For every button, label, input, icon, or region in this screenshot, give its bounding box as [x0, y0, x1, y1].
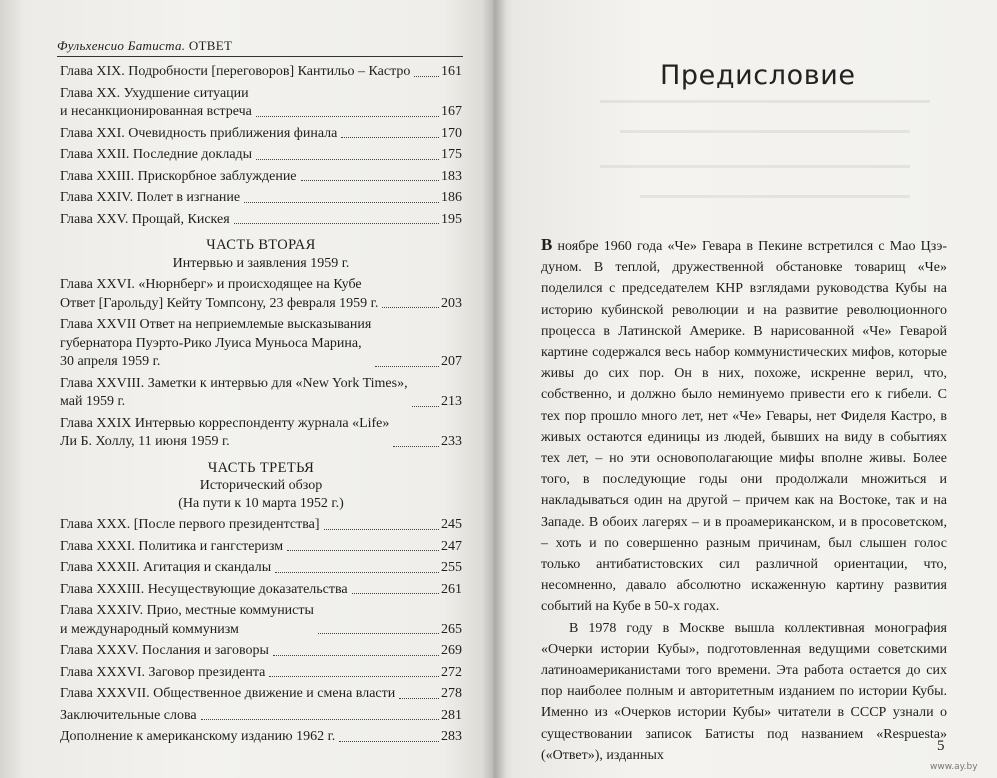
- toc-entry-page: 170: [441, 125, 462, 141]
- dot-leader: [269, 676, 439, 677]
- toc-entry-page: 195: [441, 211, 462, 227]
- toc-entry-page: 207: [441, 354, 462, 369]
- toc-entry: [60, 707, 462, 726]
- toc-entry-page: 213: [441, 394, 462, 409]
- toc-entry-page: 278: [441, 686, 462, 701]
- toc-entry-title: Глава XIX. Подробности [переговоров] Кантильо – Кастро: [60, 64, 411, 79]
- toc-entry-title: Глава XXIII. Прискорбное заблуждение: [60, 168, 297, 184]
- bleed-through-mark: [600, 100, 930, 103]
- dot-leader: [399, 698, 439, 699]
- toc-part1-list: [60, 63, 462, 229]
- bleed-through-mark: [620, 130, 910, 133]
- toc-entry-page: 245: [441, 517, 462, 532]
- dot-leader: [275, 572, 439, 573]
- toc-entry-title: Глава XXIX Интервью корреспонденту журнала «Life» Ли Б. Холлу, 11 июня 1959 г.: [60, 415, 390, 449]
- toc-entry-title: Глава XXXI. Политика и гангстеризм: [60, 538, 284, 554]
- toc-entry: [60, 516, 462, 535]
- part3-title: ЧАСТЬ ТРЕТЬЯ: [207, 459, 315, 476]
- toc-entry: [60, 728, 462, 747]
- toc-entry-title: Заключительные слова: [60, 707, 197, 723]
- toc-entry-title: Глава XXIV. Полет в изгнание: [60, 190, 241, 205]
- header-rule: [57, 56, 463, 57]
- dot-leader: [301, 180, 439, 181]
- running-head-author: Фульхенсио Батиста.: [57, 38, 186, 53]
- page-number: 5: [937, 738, 945, 754]
- paragraph-1: [541, 234, 947, 618]
- toc-entry-title: Глава XXXIV. Прио, местные коммунисты и международный коммунизм: [60, 603, 314, 637]
- dot-leader: [256, 116, 439, 117]
- toc-entry-page: 161: [441, 64, 462, 79]
- body-text: [541, 234, 947, 766]
- toc-entry-page: 281: [441, 707, 462, 723]
- toc-entry-page: 261: [441, 581, 462, 597]
- toc-entry-page: 175: [441, 147, 462, 162]
- toc-entry: [60, 602, 462, 639]
- part2-heading: [60, 237, 462, 272]
- toc-entry-page: 269: [441, 643, 462, 658]
- toc-entry-title: Глава XXVIII. Заметки к интервью для «New York Times», май 1959 г.: [60, 375, 408, 409]
- toc-entry-title: Глава XXVII Ответ на неприемлемые высказывания губернатора Пуэрто-Рико Луиса Муньоса Марина, 30 апреля 1959 г.: [60, 317, 372, 369]
- part2-title: ЧАСТЬ ВТОРАЯ: [206, 237, 316, 253]
- toc-entry: [60, 642, 462, 661]
- toc-entry-page: 283: [441, 729, 462, 744]
- dot-leader: [273, 655, 439, 656]
- toc-entry-page: 265: [441, 621, 462, 637]
- table-of-contents: [60, 63, 462, 750]
- toc-entry-page: 272: [441, 664, 462, 680]
- toc-entry: [60, 211, 462, 230]
- running-head: [57, 38, 232, 54]
- left-page: [0, 0, 493, 778]
- watermark: www.ay.by: [930, 762, 978, 772]
- toc-entry-title: Дополнение к американскому изданию 1962 г.: [60, 729, 336, 744]
- dot-leader: [412, 406, 439, 407]
- toc-part3-list: [60, 516, 462, 747]
- toc-entry: [60, 316, 462, 372]
- toc-part2-list: [60, 276, 462, 452]
- toc-entry-page: 233: [441, 434, 462, 449]
- toc-entry-title: Глава XXXVI. Заговор президента: [60, 664, 266, 680]
- toc-entry-title: Глава XXXIII. Несуществующие доказательства: [60, 581, 348, 597]
- dot-leader: [287, 550, 439, 551]
- toc-entry-page: 255: [441, 560, 462, 575]
- toc-entry-title: Глава XXXVII. Общественное движение и смена власти: [60, 686, 396, 701]
- toc-entry: [60, 63, 462, 82]
- toc-entry-title: Глава XX. Ухудшение ситуации и несанкционированная встреча: [60, 85, 252, 119]
- dot-leader: [244, 202, 439, 203]
- part3-subtitle-dates: (На пути к 10 марта 1952 г.): [178, 495, 344, 511]
- toc-entry-title: Глава XXX. [После первого президентства]: [60, 517, 320, 532]
- toc-entry: [60, 415, 462, 452]
- drop-cap: В: [541, 235, 553, 254]
- toc-entry-title: Глава XXXII. Агитация и скандалы: [60, 560, 272, 575]
- toc-entry: [60, 125, 462, 144]
- toc-entry: [60, 685, 462, 704]
- part3-heading: [60, 460, 462, 513]
- bleed-through-mark: [600, 165, 910, 168]
- toc-entry-title: Глава XXI. Очевидность приближения финала: [60, 125, 338, 141]
- toc-entry-title: Глава XXVI. «Нюрнберг» и происходящее на Кубе Ответ [Гарольду] Кейту Томпсону, 23 февраля 1959 г.: [60, 277, 379, 311]
- bleed-through-mark: [640, 195, 910, 198]
- toc-entry: [60, 581, 462, 600]
- toc-entry: [60, 276, 462, 313]
- dot-leader: [382, 307, 439, 308]
- toc-entry: [60, 538, 462, 557]
- toc-entry-page: 167: [441, 104, 462, 119]
- paragraph-1-text: ноябре 1960 года «Че» Гевара в Пекине встретился с Мао Цзэ-дуном. В теплой, дружественной обстановке товарищ «Че» поделился с председателем КНР взглядами руководства Кубы на историю кубинской революции и на развитие революционного процесса в Латинской Америке. В нарисованной «Че» Геварой картине содержался весь набор коммунистических мифов, которые живы до сих пор. Он в них, похоже, искренне верил, что, собственно, и должно было неминуемо привести его к гибели. С тех пор прошло много лет, нет «Че» Гевары, нет Фиделя Кастро, в живых остаются единицы из людей, бывших на виду в событиях тех лет, – но эти основополагающие мифы вполне живы. Более того, в последующие годы они продолжали множиться и накладываться один на другой – причем как на Востоке, так и на Западе. В обоих лагерях – и в проамериканском, и в просоветском, – хоть и по совершенно разным причинам, был слышен голос только антибатистовских сил различной ориентации, что, несомненно, давало абсолютно искаженную картину развития событий на Кубе в 50-х годах.: [541, 239, 947, 615]
- part3-subtitle: Исторический обзор: [199, 478, 323, 493]
- dot-leader: [341, 137, 439, 138]
- chapter-title: Предисловие: [660, 60, 856, 91]
- dot-leader: [375, 366, 439, 367]
- toc-entry: [60, 146, 462, 165]
- toc-entry-page: 247: [441, 538, 462, 554]
- toc-entry-page: 203: [441, 295, 462, 311]
- toc-entry-page: 186: [441, 190, 462, 205]
- toc-entry: [60, 375, 462, 412]
- part2-subtitle: Интервью и заявления 1959 г.: [172, 255, 350, 271]
- dot-leader: [414, 76, 439, 77]
- toc-entry: [60, 85, 462, 122]
- toc-entry: [60, 559, 462, 578]
- paragraph-2: В 1978 году в Москве вышла коллективная монография «Очерки истории Кубы», подготовленная ведущими советскими латиноамериканистами того времени. Эта работа остается до сих пор наиболее полным и авторитетным изданием по истории Кубы. Именно из «Очерков истории Кубы» читатели в СССР узнали о существовании записок Батисты под названием «Respuesta» («Ответ»), изданных: [541, 620, 947, 763]
- dot-leader: [234, 223, 439, 224]
- dot-leader: [352, 593, 439, 594]
- running-head-title: ОТВЕТ: [188, 38, 233, 53]
- dot-leader: [201, 719, 439, 720]
- dot-leader: [256, 159, 439, 160]
- toc-entry: [60, 664, 462, 683]
- toc-entry: [60, 189, 462, 208]
- dot-leader: [339, 741, 439, 742]
- toc-entry: [60, 168, 462, 187]
- toc-entry-page: 183: [441, 168, 462, 184]
- toc-entry-title: Глава XXII. Последние доклады: [60, 147, 253, 162]
- toc-entry-title: Глава XXV. Прощай, Кискея: [60, 211, 230, 227]
- dot-leader: [318, 633, 439, 634]
- dot-leader: [324, 529, 439, 530]
- toc-entry-title: Глава XXXV. Послания и заговоры: [60, 643, 269, 658]
- dot-leader: [393, 446, 439, 447]
